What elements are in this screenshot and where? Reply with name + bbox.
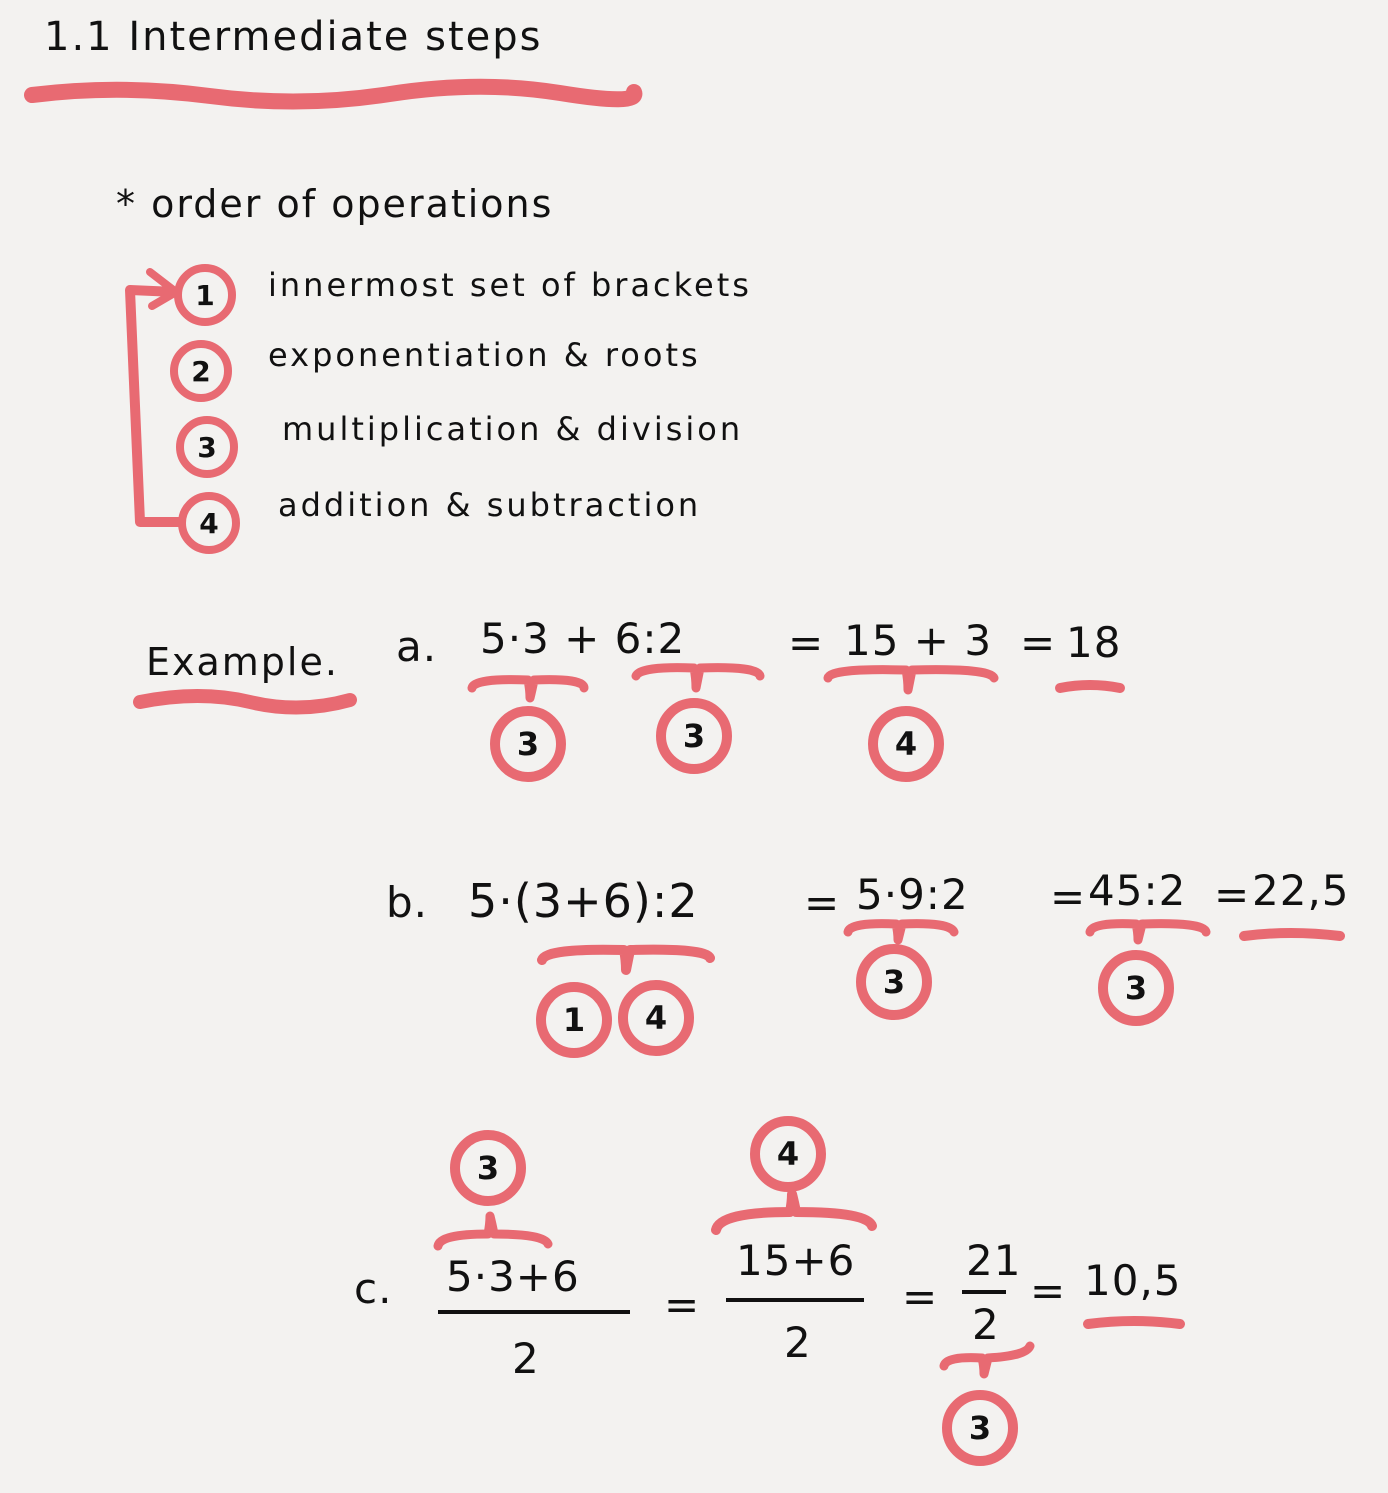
subtitle: * order of operations: [116, 182, 554, 226]
ex-b-result: 22,5: [1252, 866, 1350, 915]
ex-c-eq1: =: [664, 1280, 701, 1329]
step-3-number: 3: [176, 416, 238, 478]
ex-a-mark-1: 3: [490, 706, 566, 782]
ex-b-eq3: =: [1214, 870, 1251, 919]
ex-a-mark-3: 4: [868, 706, 944, 782]
brace-b3: [1090, 924, 1206, 940]
page-title: 1.1 Intermediate steps: [44, 14, 543, 60]
ex-a-expr1: 5·3 + 6:2: [480, 614, 686, 663]
brace-a3: [828, 670, 994, 690]
title-underline: [32, 87, 634, 102]
loop-arrow: [130, 290, 180, 522]
ex-c-num2: 15+6: [736, 1236, 856, 1285]
example-label: Example.: [146, 640, 339, 684]
ex-b-label: b.: [386, 878, 429, 927]
brace-a2: [636, 668, 760, 688]
result-b-underline: [1244, 933, 1340, 936]
step-2-number: 2: [170, 340, 232, 402]
ex-c-eq2: =: [902, 1272, 939, 1321]
ex-c-mark-2: 4: [750, 1116, 826, 1192]
brace-a1: [472, 680, 584, 698]
step-4-number: 4: [178, 492, 240, 554]
ex-a-eq1: =: [788, 618, 825, 667]
ex-c-num3: 21: [966, 1236, 1022, 1285]
ex-b-mark-3: 3: [856, 944, 932, 1020]
ex-b-expr2: 5·9:2: [856, 870, 969, 919]
brace-c2: [716, 1194, 872, 1230]
loop-arrowhead: [150, 272, 176, 306]
step-2-text: exponentiation & roots: [268, 336, 701, 374]
step-4-text: addition & subtraction: [278, 486, 702, 524]
step-1-text: innermost set of brackets: [268, 266, 752, 304]
brace-c3: [944, 1346, 1030, 1374]
ex-c-num1: 5·3+6: [446, 1252, 580, 1301]
result-a-underline: [1060, 685, 1120, 688]
ex-c-den2: 2: [784, 1318, 812, 1367]
ex-c-mark-3: 3: [942, 1390, 1018, 1466]
ex-c-fraction-bar-2: [726, 1298, 864, 1302]
ex-b-expr3: 45:2: [1088, 866, 1187, 915]
ex-b-eq1: =: [804, 878, 841, 927]
ex-b-eq2: =: [1050, 872, 1087, 921]
ex-a-mark-2: 3: [656, 698, 732, 774]
ex-b-expr1: 5·(3+6):2: [468, 874, 699, 928]
step-3-text: multiplication & division: [282, 410, 744, 448]
ex-b-mark-4: 3: [1098, 950, 1174, 1026]
ex-b-mark-1: 1: [536, 982, 612, 1058]
ex-c-fraction-bar-1: [438, 1310, 630, 1314]
ex-c-label: c.: [354, 1264, 393, 1313]
ex-c-eq3: =: [1030, 1266, 1067, 1315]
result-c-underline: [1088, 1321, 1180, 1324]
ex-c-result: 10,5: [1084, 1256, 1182, 1305]
brace-b2: [848, 924, 954, 940]
ex-a-expr2: 15 + 3: [844, 616, 993, 665]
ex-a-result: 18: [1066, 618, 1122, 667]
step-1-number: 1: [174, 264, 236, 326]
ex-a-label: a.: [396, 622, 438, 671]
ex-b-mark-2: 4: [618, 980, 694, 1056]
ex-a-eq2: =: [1020, 618, 1057, 667]
ex-c-fraction-bar-3: [962, 1290, 1006, 1294]
brace-c1: [438, 1216, 548, 1246]
example-underline: [140, 696, 350, 708]
ex-c-den1: 2: [512, 1334, 540, 1383]
ex-c-mark-1: 3: [450, 1130, 526, 1206]
brace-b1: [542, 950, 710, 970]
ex-c-den3: 2: [972, 1300, 1000, 1349]
